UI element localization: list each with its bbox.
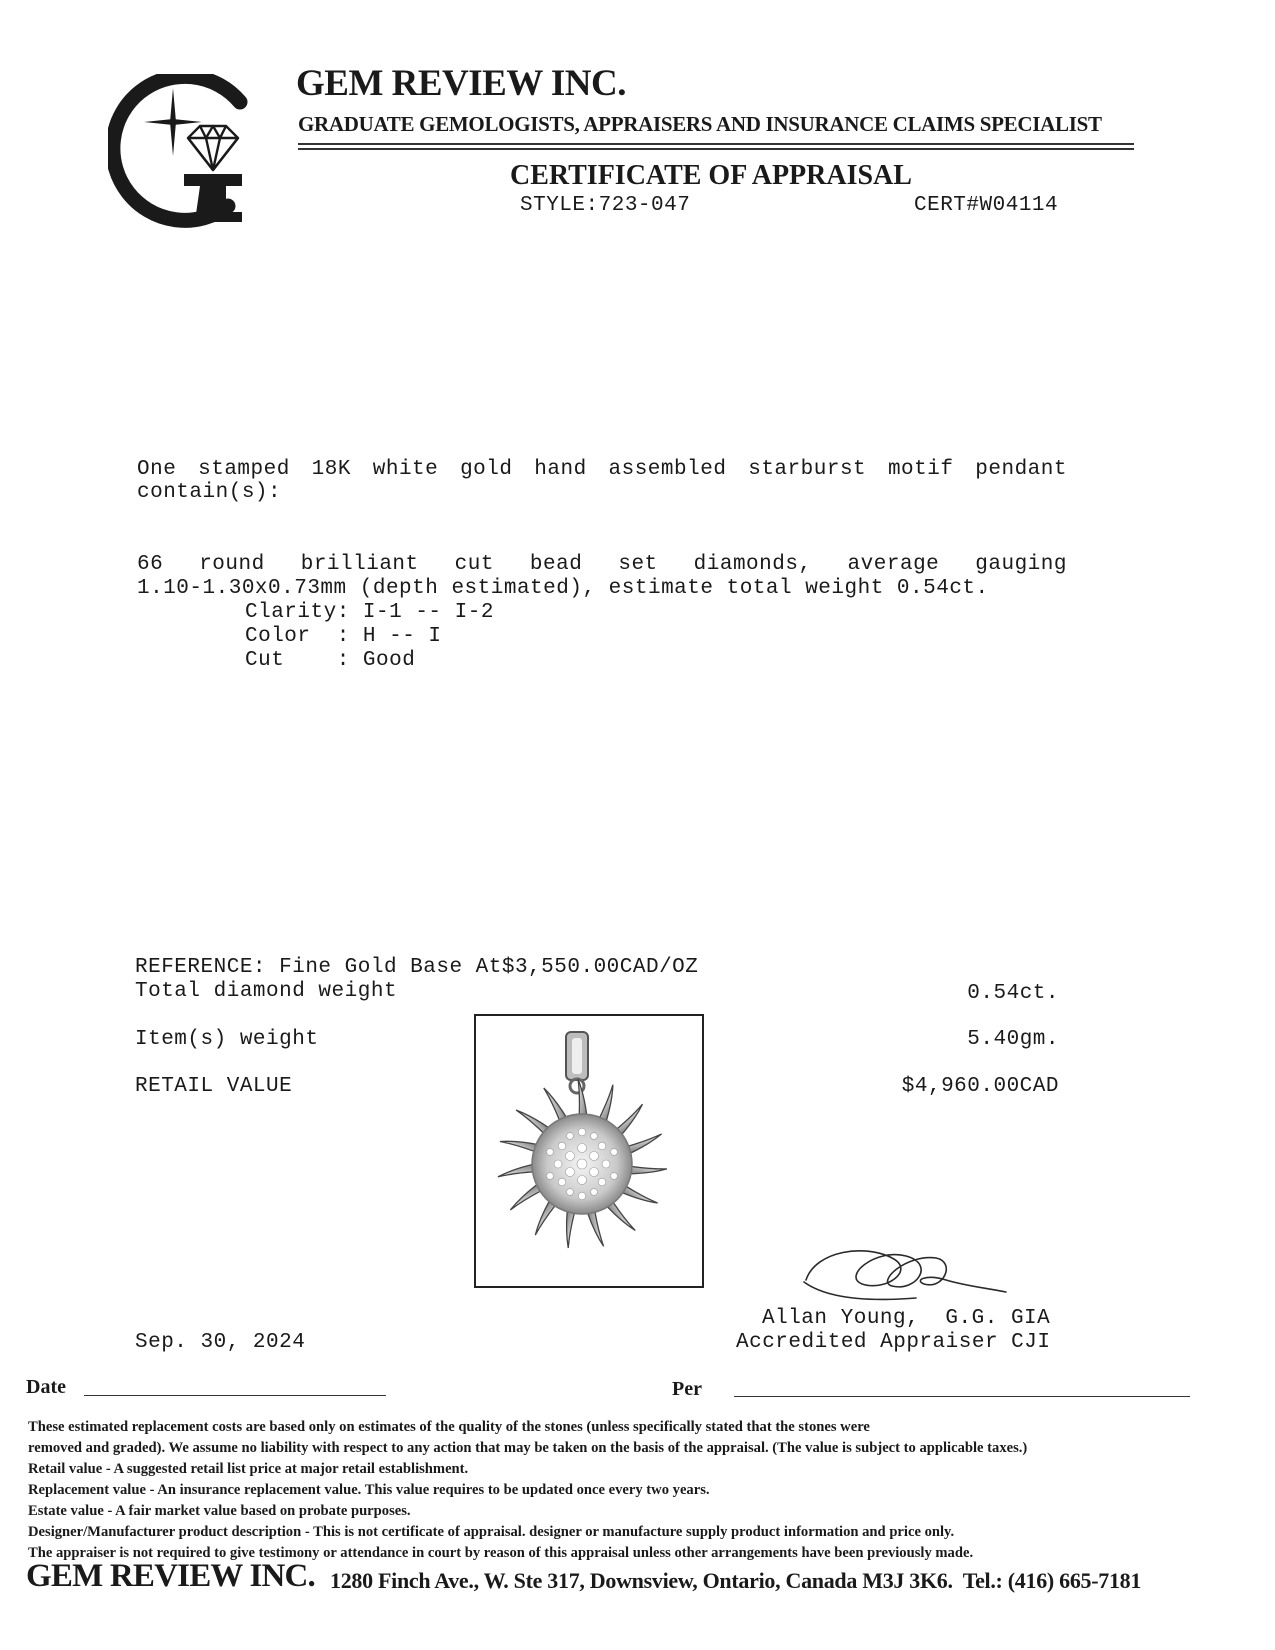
header-rule-bottom <box>298 148 1134 150</box>
item-weight-value: 5.40gm. <box>967 1028 1059 1051</box>
disclaimer-line: removed and graded). We assume no liability with respect to any action that may be taken on the basis of the appraisal. (The value is subject to applicable taxes.) <box>28 1440 1028 1456</box>
appraiser-signature <box>796 1240 1026 1310</box>
disclaimer-line: Designer/Manufacturer product description - This is not certificate of appraisal. designer or manufacture supply product information and price only. <box>28 1524 955 1540</box>
disclaimer-line: Estate value - A fair market value based on probate purposes. <box>28 1503 411 1519</box>
diamond-weight-label: Total diamond weight <box>135 980 398 1003</box>
cut-grade: Cut : Good <box>245 649 416 672</box>
style-number: STYLE:723-047 <box>520 194 691 217</box>
per-label: Per <box>672 1378 702 1400</box>
description-line-3: 66 round brilliant cut bead set diamonds, average gauging <box>137 553 1067 576</box>
company-tagline: GRADUATE GEMOLOGISTS, APPRAISERS AND INSURANCE CLAIMS SPECIALIST <box>298 112 1102 136</box>
header-rule-top <box>298 143 1134 145</box>
item-weight-label: Item(s) weight <box>135 1028 319 1051</box>
document-title: CERTIFICATE OF APPRAISAL <box>510 160 912 191</box>
color-grade: Color : H -- I <box>245 625 442 648</box>
gold-reference: REFERENCE: Fine Gold Base At$3,550.00CAD/OZ <box>135 956 699 979</box>
retail-value-label: RETAIL VALUE <box>135 1075 293 1098</box>
starburst-pendant-photo <box>476 1016 702 1286</box>
description-line-4: 1.10-1.30x0.73mm (depth estimated), estimate total weight 0.54ct. <box>137 577 989 600</box>
item-photo-frame <box>474 1014 704 1288</box>
date-signature-line <box>84 1395 386 1396</box>
appraisal-date: Sep. 30, 2024 <box>135 1331 306 1354</box>
company-name: GEM REVIEW INC. <box>296 63 626 104</box>
disclaimer-line: These estimated replacement costs are based only on estimates of the quality of the stones (unless specifically stated that the stones were <box>28 1419 870 1435</box>
disclaimer-line: Retail value - A suggested retail list price at major retail establishment. <box>28 1461 469 1477</box>
disclaimer-line: The appraiser is not required to give testimony or attendance in court by reason of this appraisal unless other arrangements have been previously made. <box>28 1545 974 1561</box>
footer-company-name: GEM REVIEW INC. <box>26 1558 316 1594</box>
description-line-2: contain(s): <box>137 481 282 504</box>
retail-value-amount: $4,960.00CAD <box>901 1075 1059 1098</box>
gem-review-logo-icon <box>108 74 268 234</box>
disclaimer-line: Replacement value - An insurance replacement value. This value requires to be updated once every two years. <box>28 1482 710 1498</box>
footer-address: 1280 Finch Ave., W. Ste 317, Downsview, Ontario, Canada M3J 3K6. Tel.: (416) 665-7181 <box>330 1568 1142 1593</box>
appraiser-name: Allan Young, G.G. GIA <box>762 1307 1051 1330</box>
appraiser-title: Accredited Appraiser CJI <box>736 1331 1051 1354</box>
per-signature-line <box>734 1396 1190 1397</box>
date-label: Date <box>26 1376 66 1398</box>
diamond-weight-value: 0.54ct. <box>967 982 1059 1005</box>
clarity-grade: Clarity: I-1 -- I-2 <box>245 601 494 624</box>
description-line-1: One stamped 18K white gold hand assembled starburst motif pendant <box>137 458 1067 481</box>
disclaimer-block <box>28 1417 1258 1564</box>
certificate-number: CERT#W04114 <box>914 194 1059 217</box>
